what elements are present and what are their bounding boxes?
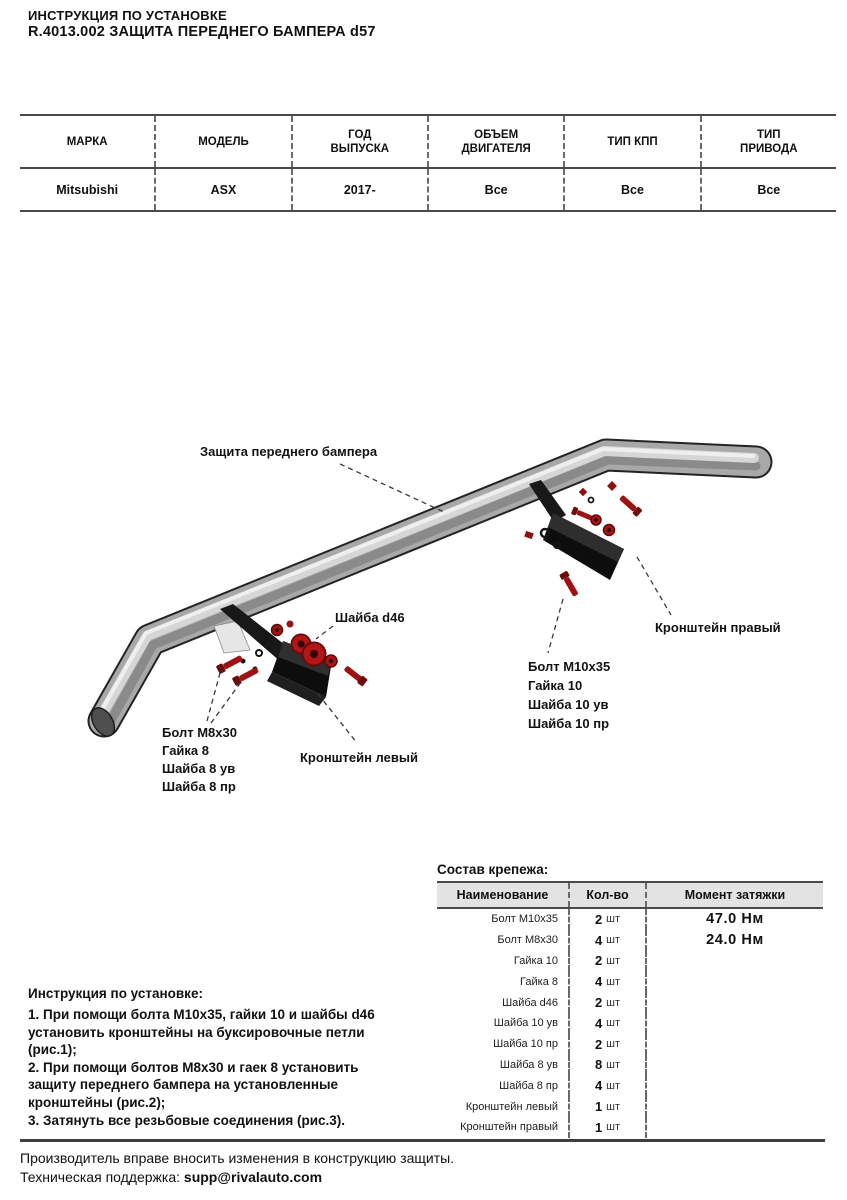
vehicle-col-header-drive: ТИП ПРИВОДА bbox=[700, 116, 836, 167]
label-bumper-guard: Защита переднего бампера bbox=[200, 444, 378, 459]
parts-col-torque: Момент затяжки bbox=[645, 883, 823, 907]
footer-divider bbox=[20, 1139, 825, 1142]
instruction-line: (рис.1); bbox=[28, 1042, 77, 1058]
leader-line-bracket-right bbox=[637, 557, 671, 615]
vehicle-drive-value: Все bbox=[700, 169, 836, 210]
leader-line-bar bbox=[340, 464, 444, 512]
svg-text:Шайба 10 пр: Шайба 10 пр bbox=[528, 716, 610, 731]
svg-text:Гайка 8: Гайка 8 bbox=[162, 743, 209, 758]
parts-table bbox=[437, 881, 823, 1138]
parts-row: Шайба 8 ув 8 шт bbox=[437, 1055, 823, 1076]
parts-row: Кронштейн левый 1 шт bbox=[437, 1096, 823, 1117]
instruction-line: 3. Затянуть все резьбовые соединения (рис.3). bbox=[28, 1112, 346, 1128]
parts-row: Шайба d46 2 шт bbox=[437, 992, 823, 1013]
parts-row: Болт М8х30 4 шт 24.0 Нм bbox=[437, 930, 823, 951]
parts-row: Кронштейн правый 1 шт bbox=[437, 1117, 823, 1138]
footer-disclaimer: Производитель вправе вносить изменения в конструкцию защиты. bbox=[20, 1150, 455, 1166]
parts-list-title: Состав крепежа: bbox=[437, 862, 549, 877]
vehicle-col-header-year: ГОД ВЫПУСКА bbox=[291, 116, 427, 167]
svg-text:Болт М10х35: Болт М10х35 bbox=[528, 659, 611, 674]
bumper-guard-tube bbox=[87, 449, 756, 740]
support-email-link[interactable]: supp@rivalauto.com bbox=[183, 1169, 323, 1185]
bolt-icon bbox=[343, 664, 368, 686]
parts-table-header-row bbox=[437, 881, 823, 909]
label-washer-d46: Шайба d46 bbox=[335, 610, 405, 625]
instruction-line: 2. При помощи болтов М8х30 и гаек 8 установить bbox=[28, 1059, 359, 1075]
parts-row: Болт М10х35 2 шт 47.0 Нм bbox=[437, 909, 823, 930]
doc-subtitle: ИНСТРУКЦИЯ ПО УСТАНОВКЕ bbox=[28, 8, 227, 23]
parts-col-qty: Кол-во bbox=[568, 883, 645, 907]
parts-row: Шайба 8 пр 4 шт bbox=[437, 1075, 823, 1096]
svg-text:Шайба 8 пр: Шайба 8 пр bbox=[162, 779, 236, 794]
doc-title: R.4013.002 ЗАЩИТА ПЕРЕДНЕГО БАМПЕРА d57 bbox=[28, 24, 376, 40]
bolt-icon bbox=[571, 506, 593, 522]
instructions-title: Инструкция по установке: bbox=[28, 986, 203, 1001]
parts-row: Шайба 10 ув 4 шт bbox=[437, 1013, 823, 1034]
svg-text:Шайба 10 ув: Шайба 10 ув bbox=[528, 697, 609, 712]
instructions-text bbox=[28, 1006, 375, 1129]
label-hw-left bbox=[162, 725, 237, 794]
label-bracket-right: Кронштейн правый bbox=[655, 620, 781, 635]
exploded-view-diagram bbox=[60, 420, 820, 820]
vehicle-col-header-engine: ОБЪЕМ ДВИГАТЕЛЯ bbox=[427, 116, 563, 167]
leader-line-hw-right bbox=[548, 599, 563, 653]
bolt-icon bbox=[232, 666, 260, 687]
vehicle-table-value-row bbox=[20, 169, 836, 210]
parts-col-name: Наименование bbox=[456, 888, 549, 902]
vehicle-year-value: 2017- bbox=[291, 169, 427, 210]
vehicle-col-header-brand: МАРКА bbox=[66, 135, 108, 148]
leader-line-hw-left-2 bbox=[211, 682, 241, 723]
vehicle-model-value: ASX bbox=[154, 169, 290, 210]
support-label: Техническая поддержка: bbox=[20, 1169, 181, 1185]
vehicle-engine-value: Все bbox=[427, 169, 563, 210]
vehicle-brand-value: Mitsubishi bbox=[56, 182, 119, 197]
svg-text:Шайба 8 ув: Шайба 8 ув bbox=[162, 761, 236, 776]
leader-line-bracket-left bbox=[318, 694, 357, 743]
instruction-line: 1. При помощи болта М10х35, гайки 10 и шайбы d46 bbox=[28, 1007, 375, 1022]
vehicle-gearbox-value: Все bbox=[563, 169, 699, 210]
leader-line-washer-d46 bbox=[316, 626, 333, 639]
parts-row: Гайка 8 4 шт bbox=[437, 971, 823, 992]
bolt-icon bbox=[216, 654, 244, 675]
vehicle-table bbox=[20, 114, 836, 212]
instruction-line: защиту переднего бампера на установленные bbox=[28, 1077, 339, 1093]
instruction-line: установить кронштейны на буксировочные петли bbox=[28, 1024, 365, 1040]
vehicle-table-header-row bbox=[20, 116, 836, 169]
label-hw-right bbox=[528, 659, 610, 731]
svg-text:Гайка 10: Гайка 10 bbox=[528, 678, 583, 693]
svg-text:Болт М8х30: Болт М8х30 bbox=[162, 725, 237, 740]
instruction-line: кронштейны (рис.2); bbox=[28, 1094, 166, 1110]
vehicle-col-header-gearbox: ТИП КПП bbox=[563, 116, 699, 167]
bolt-icon bbox=[618, 494, 643, 517]
label-bracket-left: Кронштейн левый bbox=[300, 750, 418, 765]
footer-support bbox=[20, 1169, 322, 1185]
parts-row: Гайка 10 2 шт bbox=[437, 951, 823, 972]
parts-row: Шайба 10 пр 2 шт bbox=[437, 1034, 823, 1055]
bolt-icon bbox=[559, 571, 580, 598]
vehicle-col-header-model: МОДЕЛЬ bbox=[154, 116, 290, 167]
